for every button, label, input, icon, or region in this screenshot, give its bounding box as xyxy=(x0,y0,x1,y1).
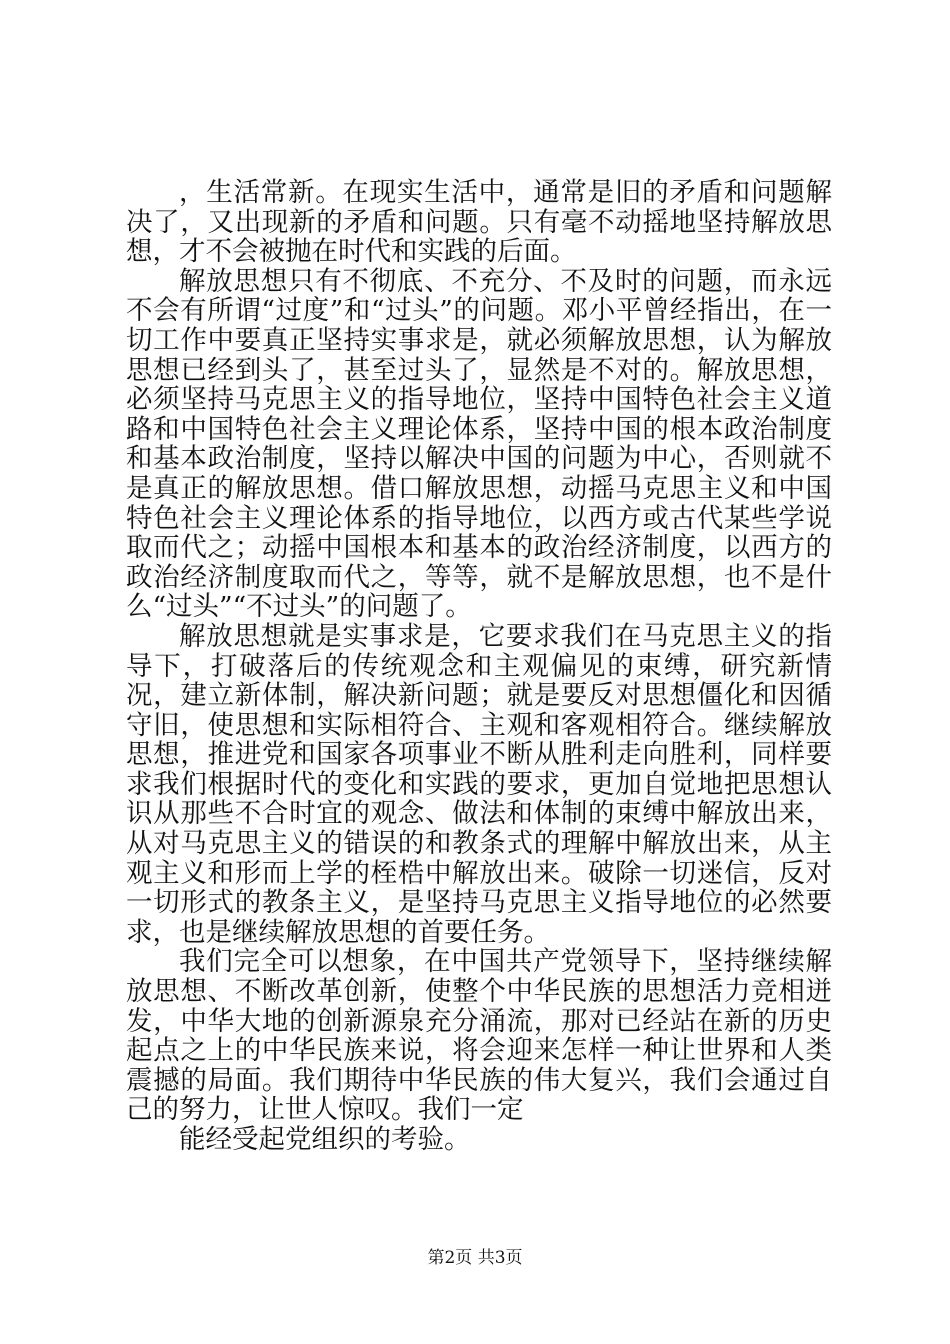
paragraph-1: ，生活常新。在现实生活中，通常是旧的矛盾和问题解决了，又出现新的矛盾和问题。只有毫不动摇地坚持解放思想，才不会被抛在时代和实践的后面。 xyxy=(126,177,832,268)
page-number-label: 第2页 共3页 xyxy=(427,1248,523,1268)
paragraph-2: 解放思想只有不彻底、不充分、不及时的问题，而永远不会有所谓“过度”和“过头”的问题。邓小平曾经指出，在一切工作中要真正坚持实事求是，就必须解放思想，认为解放思想已经到头了，甚至过头了，显然是不对的。解放思想，必须坚持马克思主义的指导地位，坚持中国特色社会主义道路和中国特色社会主义理论体系，坚持中国的根本政治制度和基本政治制度，坚持以解决中国的问题为中心，否则就不是真正的解放思想。借口解放思想，动摇马克思主义和中国特色社会主义理论体系的指导地位，以西方或古代某些学说取而代之；动摇中国根本和基本的政治经济制度，以西方的政治经济制度取而代之，等等，就不是解放思想，也不是什么“过头”“不过头”的问题了。 xyxy=(126,265,832,623)
paragraph-4: 我们完全可以想象，在中国共产党领导下，坚持继续解放思想、不断改革创新，使整个中华民族的思想活力竞相迸发，中华大地的创新源泉充分涌流，那对已经站在新的历史起点之上的中华民族来说，将会迎来怎样一种让世界和人类震撼的局面。我们期待中华民族的伟大复兴，我们会通过自己的努力，让世人惊叹。我们一定 xyxy=(126,946,832,1126)
document-body xyxy=(126,178,832,1155)
paragraph-5: 能经受起党组织的考验。 xyxy=(179,1124,471,1155)
paragraph-3: 解放思想就是实事求是，它要求我们在马克思主义的指导下，打破落后的传统观念和主观偏见的束缚，研究新情况，建立新体制，解决新问题；就是要反对思想僵化和因循守旧，使思想和实际相符合、主观和客观相符合。继续解放思想，推进党和国家各项事业不断从胜利走向胜利，同样要求我们根据时代的变化和实践的要求，更加自觉地把思想认识从那些不合时宜的观念、做法和体制的束缚中解放出来，从对马克思主义的错误的和教条式的理解中解放出来，从主观主义和形而上学的桎梏中解放出来。破除一切迷信，反对一切形式的教条主义，是坚持马克思主义指导地位的必然要求，也是继续解放思想的首要任务。 xyxy=(126,620,832,948)
page-footer xyxy=(0,1248,950,1268)
